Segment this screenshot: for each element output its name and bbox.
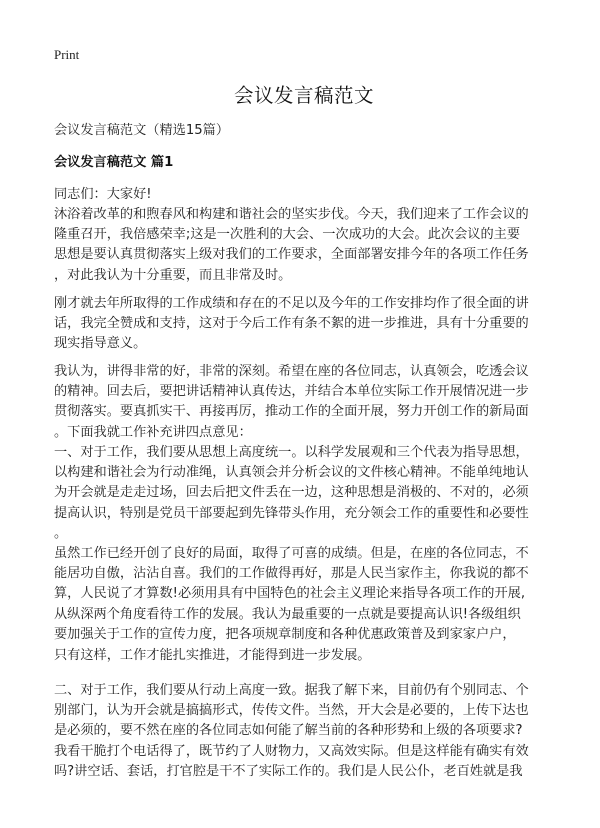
paragraph-line: 为开会就是走走过场，回去后把文件丢在一边，这种思想是消极的、不对的，必须	[54, 485, 529, 501]
greeting: 同志们：大家好!	[54, 187, 152, 202]
paragraph-line: 虽然工作已经开创了良好的局面，取得了可喜的成绩。但是，在座的各位同志，不	[54, 546, 529, 561]
paragraph-line: 沐浴着改革的和煦春风和构建和谐社会的坚实步伐。今天，我们迎来了工作会议的	[54, 207, 529, 222]
paragraph-1	[54, 205, 544, 286]
paragraph-line: 现实指导意义。	[54, 336, 147, 352]
paragraph-5	[54, 544, 544, 645]
paragraph-line: 一、对于工作，我们要从思想上高度统一。以科学发展观和三个代表为指导思想，	[54, 445, 529, 460]
print-label: Print	[54, 47, 80, 62]
paragraph-line: 思想是要认真贯彻落实上级对我们的工作要求，全面部署安排今年的各项工作任务	[54, 247, 529, 263]
paragraph-line: 。	[54, 525, 68, 541]
paragraph-line: 贯彻落实。要真抓实干、再接再厉，推动工作的全面开展，努力开创工作的新局面	[54, 404, 529, 420]
paragraph-6	[54, 646, 544, 666]
paragraph-line: 我认为，讲得非常的好，非常的深刻。希望在座的各位同志，认真领会，吃透会议	[54, 364, 529, 379]
section-heading: 会议发言稿范文 篇1	[54, 155, 174, 170]
paragraph-7	[54, 681, 544, 782]
paragraph-line: 以构建和谐社会为行动准绳，认真领会并分析会议的文件核心精神。不能单纯地认	[54, 465, 529, 481]
paragraph-line: 只有这样，工作才能扎实推进，才能得到进一步发展。	[54, 648, 371, 663]
paragraph-line: 是必须的，要不然在座的各位同志如何能了解当前的各种形势和上级的各项要求?	[54, 723, 523, 739]
paragraph-4	[54, 443, 544, 544]
paragraph-line: 要加强关于工作的宣传力度，把各项规章制度和各种优惠政策普及到家家户户，	[54, 626, 516, 642]
paragraph-2	[54, 294, 544, 355]
document-subtitle: 会议发言稿范文（精选15篇）	[54, 123, 230, 138]
paragraph-line: 算，人民说了才算数!必须用具有中国特色的社会主义理论来指导各项工作的开展,	[54, 586, 526, 602]
paragraph-line: 刚才就去年所取得的工作成绩和存在的不足以及今年的工作安排均作了很全面的讲	[54, 296, 529, 311]
paragraph-3	[54, 362, 544, 443]
paragraph-line: 别部门，认为开会就是搞搞形式，传传文件。当然，开大会是必要的，上传下达也	[54, 703, 529, 719]
paragraph-line: 隆重召开，我倍感荣幸;这是一次胜利的大会、一次成功的大会。此次会议的主要	[54, 227, 521, 243]
paragraph-line: 的精神。回去后，要把讲话精神认真传达，并结合本单位实际工作开展情况进一步	[54, 384, 529, 400]
paragraph-line: 话，我完全赞成和支持，这对于今后工作有条不絮的进一步推进，具有十分重要的	[54, 316, 529, 332]
paragraph-line: 从纵深两个角度看待工作的发展。我认为最重要的一点就是要提高认识!各级组织	[54, 606, 521, 622]
paragraph-line: ，对此我认为十分重要，而且非常及时。	[54, 267, 292, 283]
paragraph-line: 。下面我就工作补充讲四点意见：	[54, 424, 252, 440]
paragraph-line: 二、对于工作，我们要从行动上高度一致。据我了解下来，目前仍有个别同志、个	[54, 683, 529, 698]
paragraph-line: 提高认识，特别是党员干部要起到先锋带头作用，充分领会工作的重要性和必要性	[54, 505, 529, 521]
paragraph-line: 吗?讲空话、套话，打官腔是干不了实际工作的。我们是人民公仆，老百姓就是我	[54, 763, 523, 779]
paragraph-line: 我看干脆打个电话得了，既节约了人财物力，又高效实际。但是这样能有确实有效	[54, 743, 529, 759]
page-title: 会议发言稿范文	[233, 84, 374, 107]
paragraph-line: 能居功自傲，沾沾自喜。我们的工作做得再好，那是人民当家作主，你我说的都不	[54, 566, 529, 582]
